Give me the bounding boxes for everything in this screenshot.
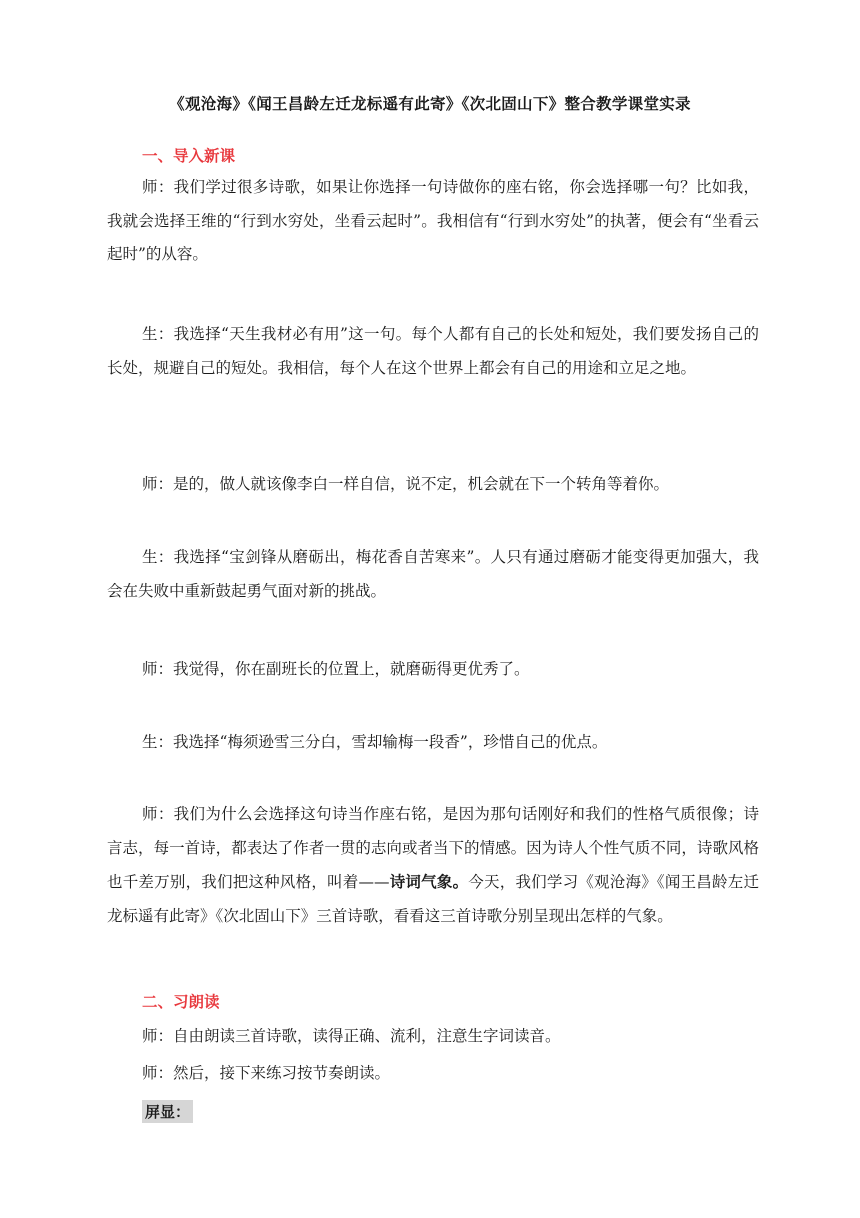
paragraph: 师：然后，接下来练习按节奏朗读。: [142, 1064, 391, 1082]
paragraph: 师：自由朗读三首诗歌，读得正确、流利，注意生字词读音。: [142, 1027, 561, 1045]
paragraph: 生：我选择“宝剑锋从磨砺出，梅花香自苦寒来”。人只有通过磨砺才能变得更加强大，我会在失败中重新鼓起勇气面对新的挑战。: [107, 548, 759, 600]
paragraph: 师：我们学过很多诗歌，如果让你选择一句诗做你的座右铭，你会选择哪一句？比如我，我就会选择王维的“行到水穷处，坐看云起时”。我相信有“行到水穷处”的执著，便会有“坐看云起时”的从容。: [107, 178, 759, 263]
emphasis-text: 诗词气象。: [389, 872, 469, 891]
paragraph-style-explanation: [107, 798, 759, 933]
paragraph: 师：我觉得，你在副班长的位置上，就磨砺得更优秀了。: [142, 660, 530, 678]
paragraph-text: 师：我们为什么会选择这句诗当作座右铭，是因为那句话刚好和我们的性格气质很像；诗言志，每一首诗，都表达了作者一贯的志向或者当下的情感。因为诗人个性气质不同，诗歌风格也千差万别，我们把这种风格，叫着——: [107, 805, 759, 891]
document-title: 《观沧海》《闻王昌龄左迁龙标遥有此寄》《次北固山下》整合教学课堂实录: [169, 94, 691, 113]
paragraph: 生：我选择“梅须逊雪三分白，雪却输梅一段香”，珍惜自己的优点。: [142, 733, 608, 751]
section-heading-reading: 二、习朗读: [142, 992, 220, 1011]
section-heading-intro: 一、导入新课: [142, 146, 236, 165]
screen-display-label: 屏显：: [142, 1100, 193, 1123]
paragraph: 师：是的，做人就该像李白一样自信，说不定，机会就在下一个转角等着你。: [142, 475, 670, 493]
paragraph-text: 今天，我们学习《观沧海》《闻王昌龄左迁龙标遥有此寄》《次北固山下》三首诗歌，看看这三首诗歌分别呈现出怎样的气象。: [107, 873, 759, 925]
paragraph: 生：我选择“天生我材必有用”这一句。每个人都有自己的长处和短处，我们要发扬自己的长处，规避自己的短处。我相信，每个人在这个世界上都会有自己的用途和立足之地。: [107, 325, 759, 377]
